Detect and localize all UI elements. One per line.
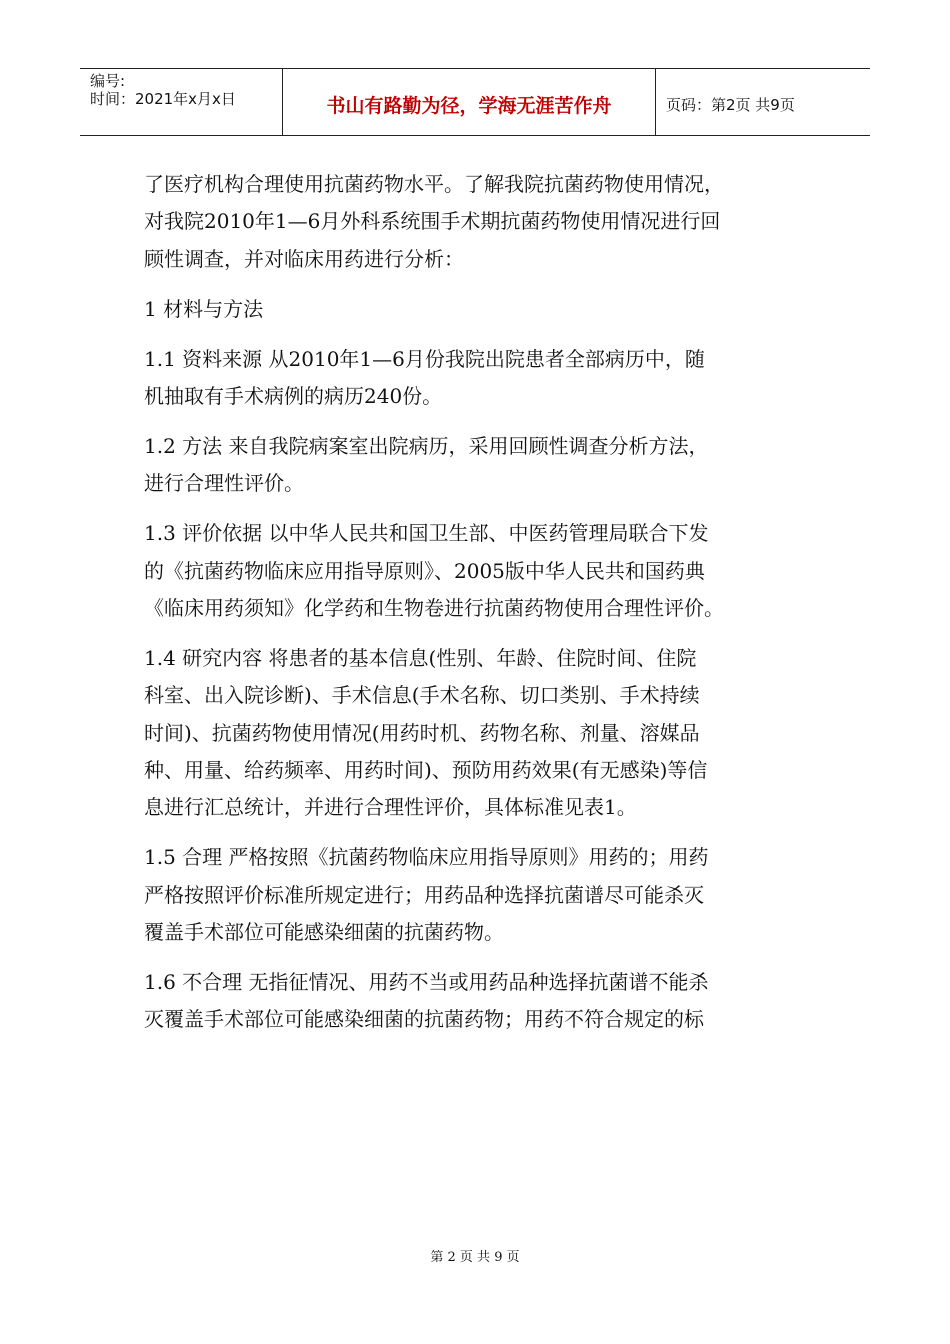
paragraph-gap <box>144 328 794 341</box>
text-line: 顾性调查，并对临床用药进行分析： <box>144 246 464 271</box>
text-line: 覆盖手术部位可能感染细菌的抗菌药物。 <box>144 920 504 945</box>
paragraph <box>144 640 794 827</box>
paragraph <box>144 291 794 328</box>
paragraph-gap <box>144 415 794 428</box>
text-line: 了医疗机构合理使用抗菌药物水平。了解我院抗菌药物使用情况， <box>144 172 724 196</box>
text-line: 1.5 合理 严格按照《抗菌药物临床应用指导原则》用药的；用药 <box>144 845 709 870</box>
header-motto-cell <box>283 69 656 135</box>
page-footer: 第 2 页 共 9 页 <box>430 1250 520 1265</box>
header-motto: 书山有路勤为径，学海无涯苦作舟 <box>326 95 612 117</box>
text-line: 1.6 不合理 无指征情况、用药不当或用药品种选择抗菌谱不能杀 <box>144 969 709 994</box>
paragraph <box>144 166 794 278</box>
paragraph-gap <box>144 503 794 516</box>
text-line: 1.4 研究内容 将患者的基本信息(性别、年龄、住院时间、住院 <box>144 645 697 670</box>
text-line: 《临床用药须知》化学药和生物卷进行抗菌药物使用合理性评价。 <box>144 595 724 620</box>
document-date: 时间：2021年x月x日 <box>90 90 236 108</box>
text-line: 机抽取有手术病例的病历240份。 <box>144 383 443 408</box>
paragraph-gap <box>144 278 794 291</box>
paragraph <box>144 515 794 627</box>
paragraph-gap <box>144 627 794 640</box>
text-line: 的《抗菌药物临床应用指导原则》、2005版中华人民共和国药典 <box>144 558 705 583</box>
page-header <box>80 68 870 136</box>
paragraph-gap <box>144 951 794 964</box>
text-line: 种、用量、给药频率、用药时间)、预防用药效果(有无感染)等信 <box>144 757 708 782</box>
text-line: 时间)、抗菌药物使用情况(用药时机、药物名称、剂量、溶媒品 <box>144 720 700 745</box>
text-line: 1.3 评价依据 以中华人民共和国卫生部、中医药管理局联合下发 <box>144 521 709 546</box>
text-line: 科室、出入院诊断)、手术信息(手术名称、切口类别、手术持续 <box>144 683 700 708</box>
document-body <box>144 166 794 1039</box>
paragraph <box>144 341 794 416</box>
paragraph <box>144 428 794 503</box>
document-number-label: 编号: <box>90 72 126 90</box>
paragraph <box>144 964 794 1039</box>
text-line: 息进行汇总统计，并进行合理性评价，具体标准见表1。 <box>144 795 637 820</box>
text-line: 进行合理性评价。 <box>144 471 304 496</box>
header-page-info: 页码：第2页 共9页 <box>666 96 795 114</box>
text-line: 1 材料与方法 <box>144 296 264 321</box>
paragraph <box>144 839 794 951</box>
header-meta-cell <box>80 69 283 135</box>
text-line: 灭覆盖手术部位可能感染细菌的抗菌药物；用药不符合规定的标 <box>144 1007 704 1032</box>
text-line: 严格按照评价标准所规定进行；用药品种选择抗菌谱尽可能杀灭 <box>144 882 704 907</box>
text-line: 对我院2010年1—6月外科系统围手术期抗菌药物使用情况进行回 <box>144 209 721 234</box>
text-line: 1.1 资料来源 从2010年1—6月份我院出院患者全部病历中，随 <box>144 346 705 371</box>
text-line: 1.2 方法 来自我院病案室出院病历，采用回顾性调查分析方法， <box>144 433 709 458</box>
header-page-cell <box>656 69 870 135</box>
paragraph-gap <box>144 827 794 840</box>
